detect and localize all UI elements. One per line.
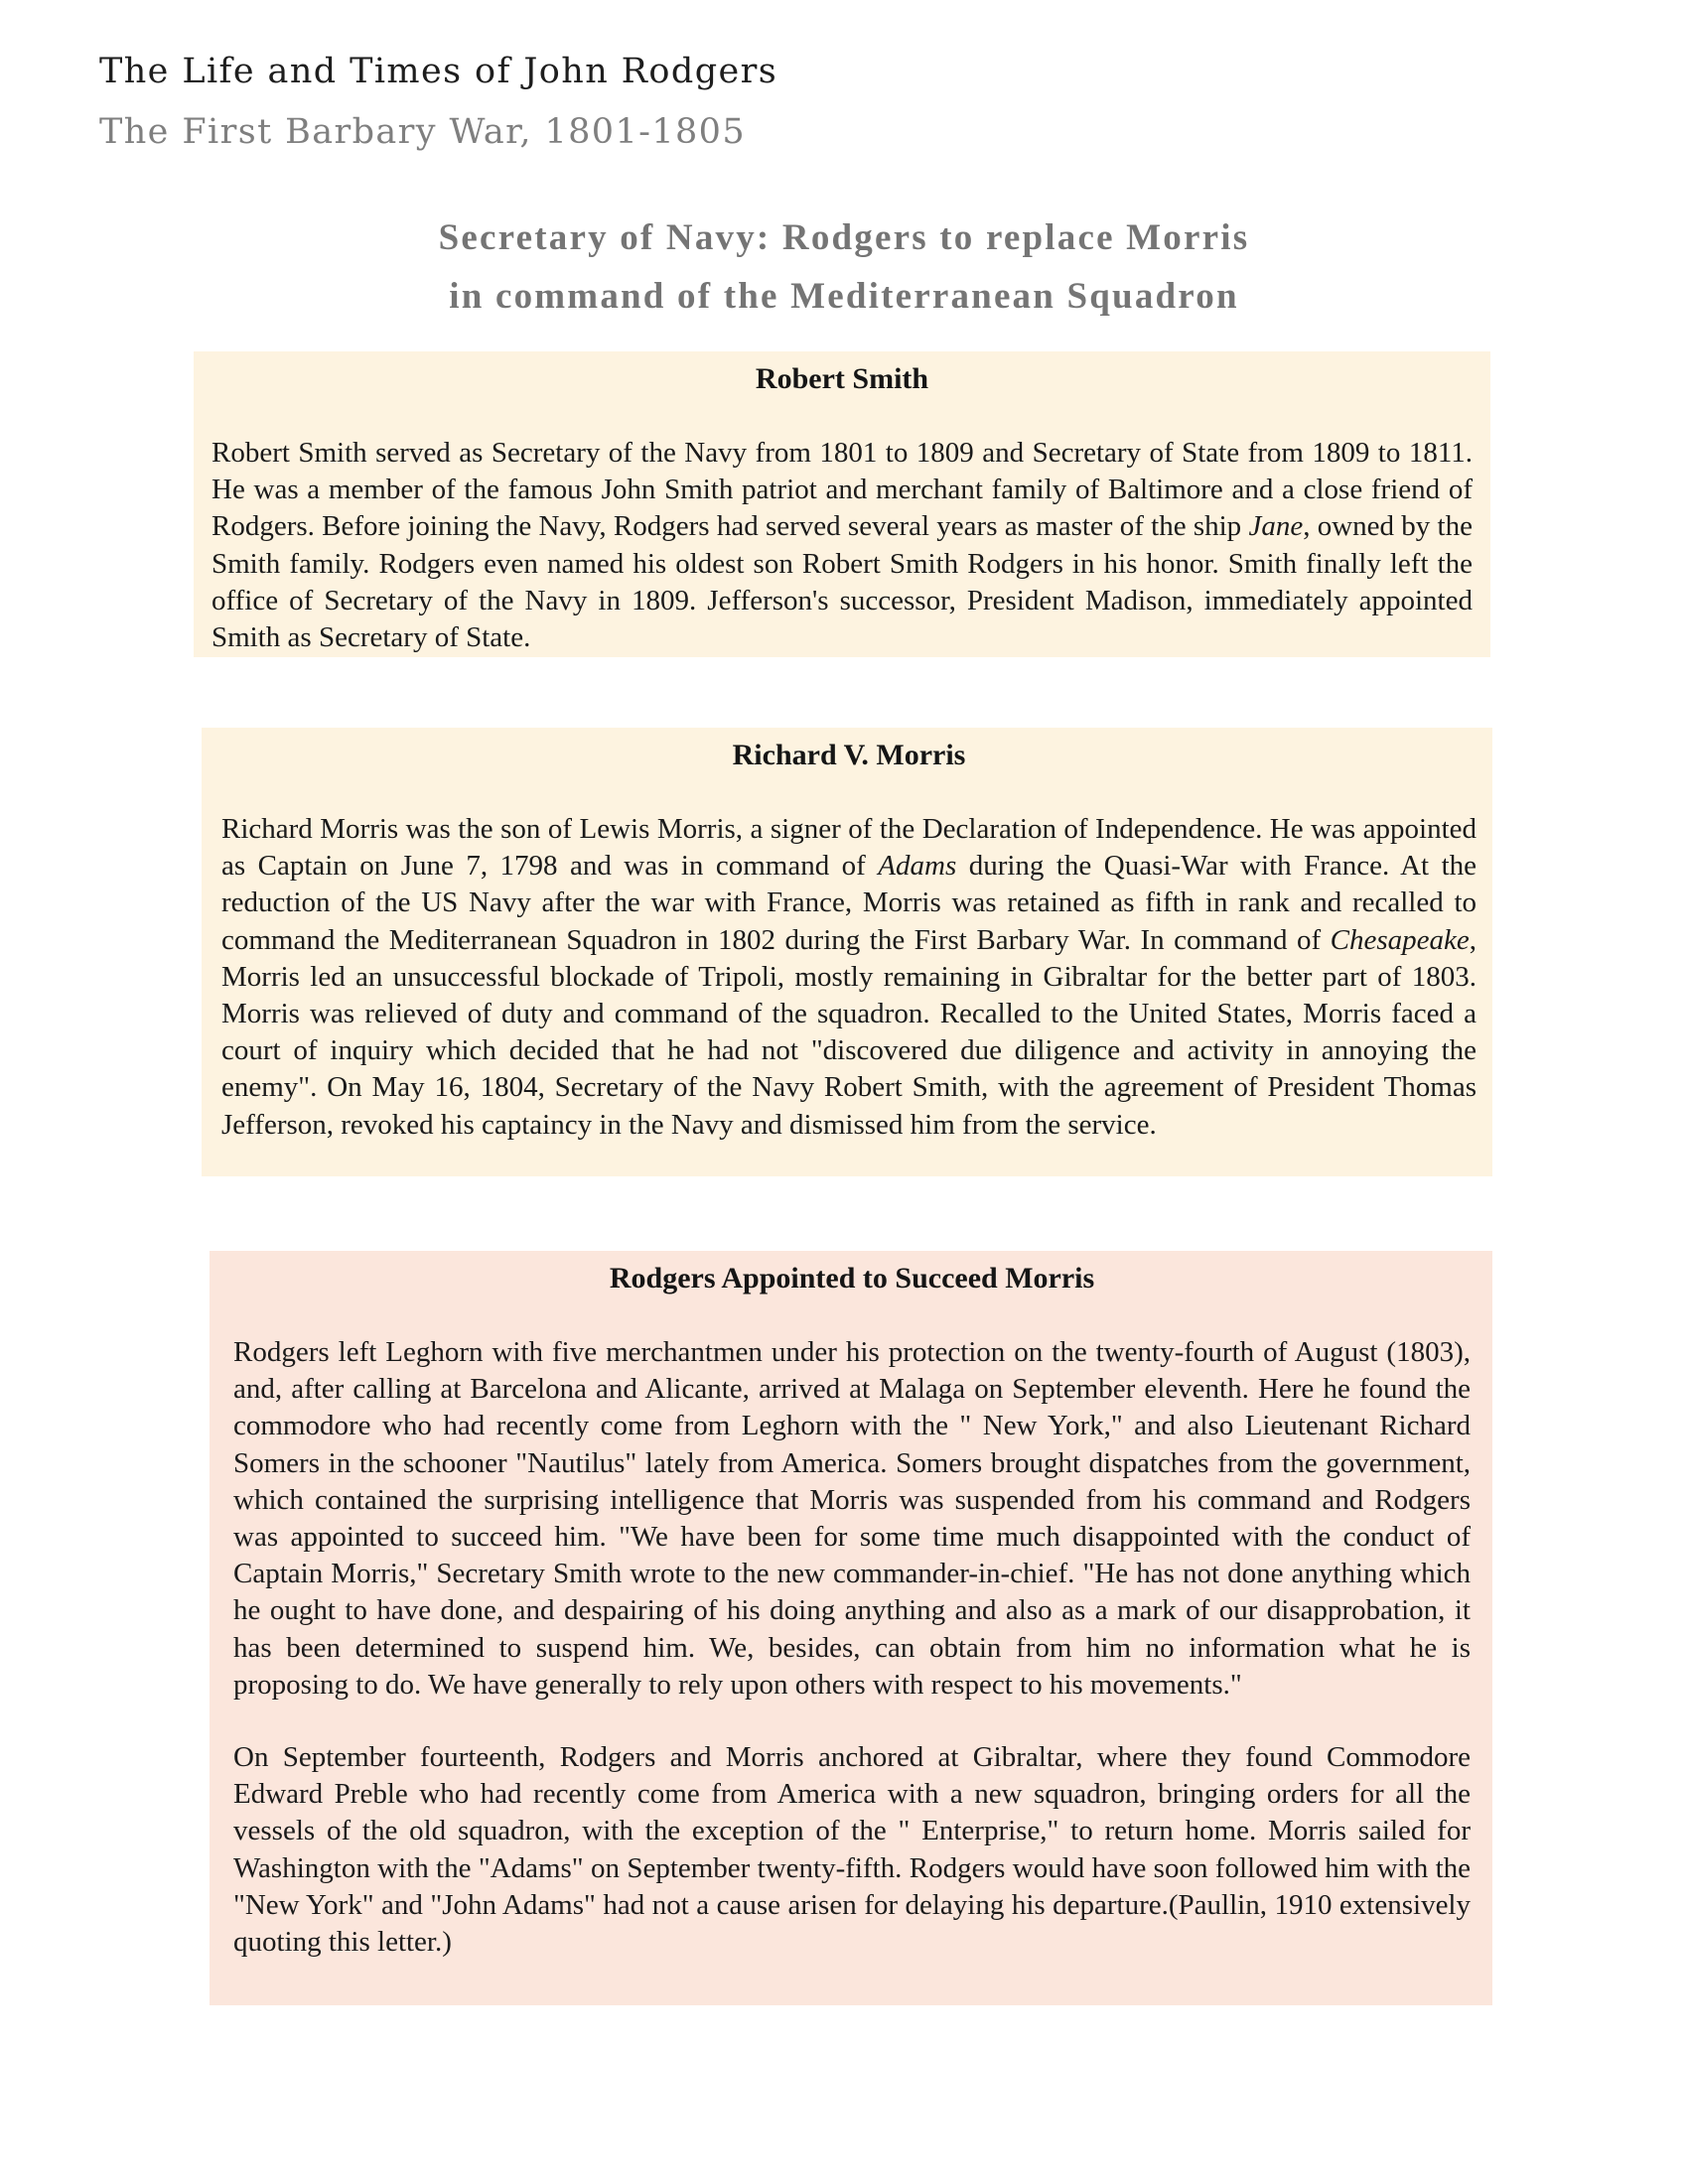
richard-morris-paragraph bbox=[221, 811, 1477, 1144]
ship-name-adams: Adams bbox=[878, 850, 957, 883]
robert-smith-paragraph bbox=[211, 435, 1473, 656]
page-heading bbox=[199, 208, 1489, 326]
richard-morris-box bbox=[202, 728, 1492, 1176]
series-subtitle: The First Barbary War, 1801-1805 bbox=[99, 112, 747, 152]
richard-morris-title: Richard V. Morris bbox=[732, 739, 966, 771]
series-title: The Life and Times of John Rodgers bbox=[99, 52, 778, 91]
rodgers-appointed-title: Rodgers Appointed to Succeed Morris bbox=[609, 1262, 1095, 1295]
rodgers-appointed-box bbox=[210, 1251, 1492, 2005]
rodgers-appointed-body bbox=[233, 1334, 1471, 1961]
robert-smith-text-2: , owned by the Smith family. Rodgers even named his oldest son Robert Smith Rodgers in his honor. Smith finally left the office of Secretary of the Navy in 1809. Jefferson's successor, President Madison, immediately appointed Smith as Secretary of State. bbox=[211, 510, 1473, 654]
richard-morris-text-1: Richard Morris was the son of Lewis Morris, a signer of the Declaration of Independence. He was appointed as Captain on June 7, 1798 and was in command of bbox=[221, 813, 1477, 883]
page-heading-line-2: in command of the Mediterranean Squadron bbox=[449, 276, 1239, 317]
richard-morris-body bbox=[221, 811, 1477, 1144]
richard-morris-text-2: during the Quasi-War with France. At the reduction of the US Navy after the war with France, Morris was retained as fifth in rank and recalled to command the Mediterranean Squadron in 1802 during the First Barbary War. In command of bbox=[221, 850, 1477, 956]
robert-smith-body bbox=[211, 435, 1473, 656]
rodgers-paragraph-2: On September fourteenth, Rodgers and Morris anchored at Gibraltar, where they found Commodore Edward Preble who had recently come from America with a new squadron, bringing orders for all the vessels of the old squadron, with the exception of the " Enterprise," to return home. Morris sailed for Washington with the "Adams" on September twenty-fifth. Rodgers would have soon followed him with the "New York" and "John Adams" had not a cause arisen for delaying his departure.(Paullin, 1910 extensively quoting this letter.) bbox=[233, 1741, 1471, 1959]
richard-morris-text-3: , Morris led an unsuccessful blockade of Tripoli, mostly remaining in Gibraltar for the better part of 1803. Morris was relieved of duty and command of the squadron. Recalled to the United States, Morris faced a court of inquiry which decided that he had not "discovered due diligence and activity in annoying the enemy". On May 16, 1804, Secretary of the Navy Robert Smith, with the agreement of President Thomas Jefferson, revoked his captaincy in the Navy and dismissed him from the service. bbox=[221, 923, 1477, 1141]
robert-smith-title: Robert Smith bbox=[755, 362, 929, 395]
robert-smith-box bbox=[194, 351, 1490, 657]
rodgers-paragraph-1: Rodgers left Leghorn with five merchantmen under his protection on the twenty-fourth of August (1803), and, after calling at Barcelona and Alicante, arrived at Malaga on September eleventh. Here he found the commodore who had recently come from Leghorn with the " New York," and also Lieutenant Richard Somers in the schooner "Nautilus" lately from America. Somers brought dispatches from the government, which contained the surprising intelligence that Morris was suspended from his command and Rodgers was appointed to succeed him. "We have been for some time much disappointed with the conduct of Captain Morris," Secretary Smith wrote to the new commander-in-chief. "He has not done anything which he ought to have done, and despairing of his doing anything and also as a mark of our disapprobation, it has been determined to suspend him. We, besides, can obtain from him no information what he is proposing to do. We have generally to rely upon others with respect to his movements." bbox=[233, 1336, 1471, 1701]
page-heading-line-1: Secretary of Navy: Rodgers to replace Morris bbox=[438, 217, 1250, 258]
robert-smith-text-1: Robert Smith served as Secretary of the Navy from 1801 to 1809 and Secretary of State from 1809 to 1811. He was a member of the famous John Smith patriot and merchant family of Baltimore and a close friend of Rodgers. Before joining the Navy, Rodgers had served several years as master of the ship bbox=[211, 437, 1473, 543]
ship-name-chesapeake: Chesapeake bbox=[1330, 923, 1470, 956]
ship-name-jane: Jane bbox=[1248, 510, 1304, 543]
